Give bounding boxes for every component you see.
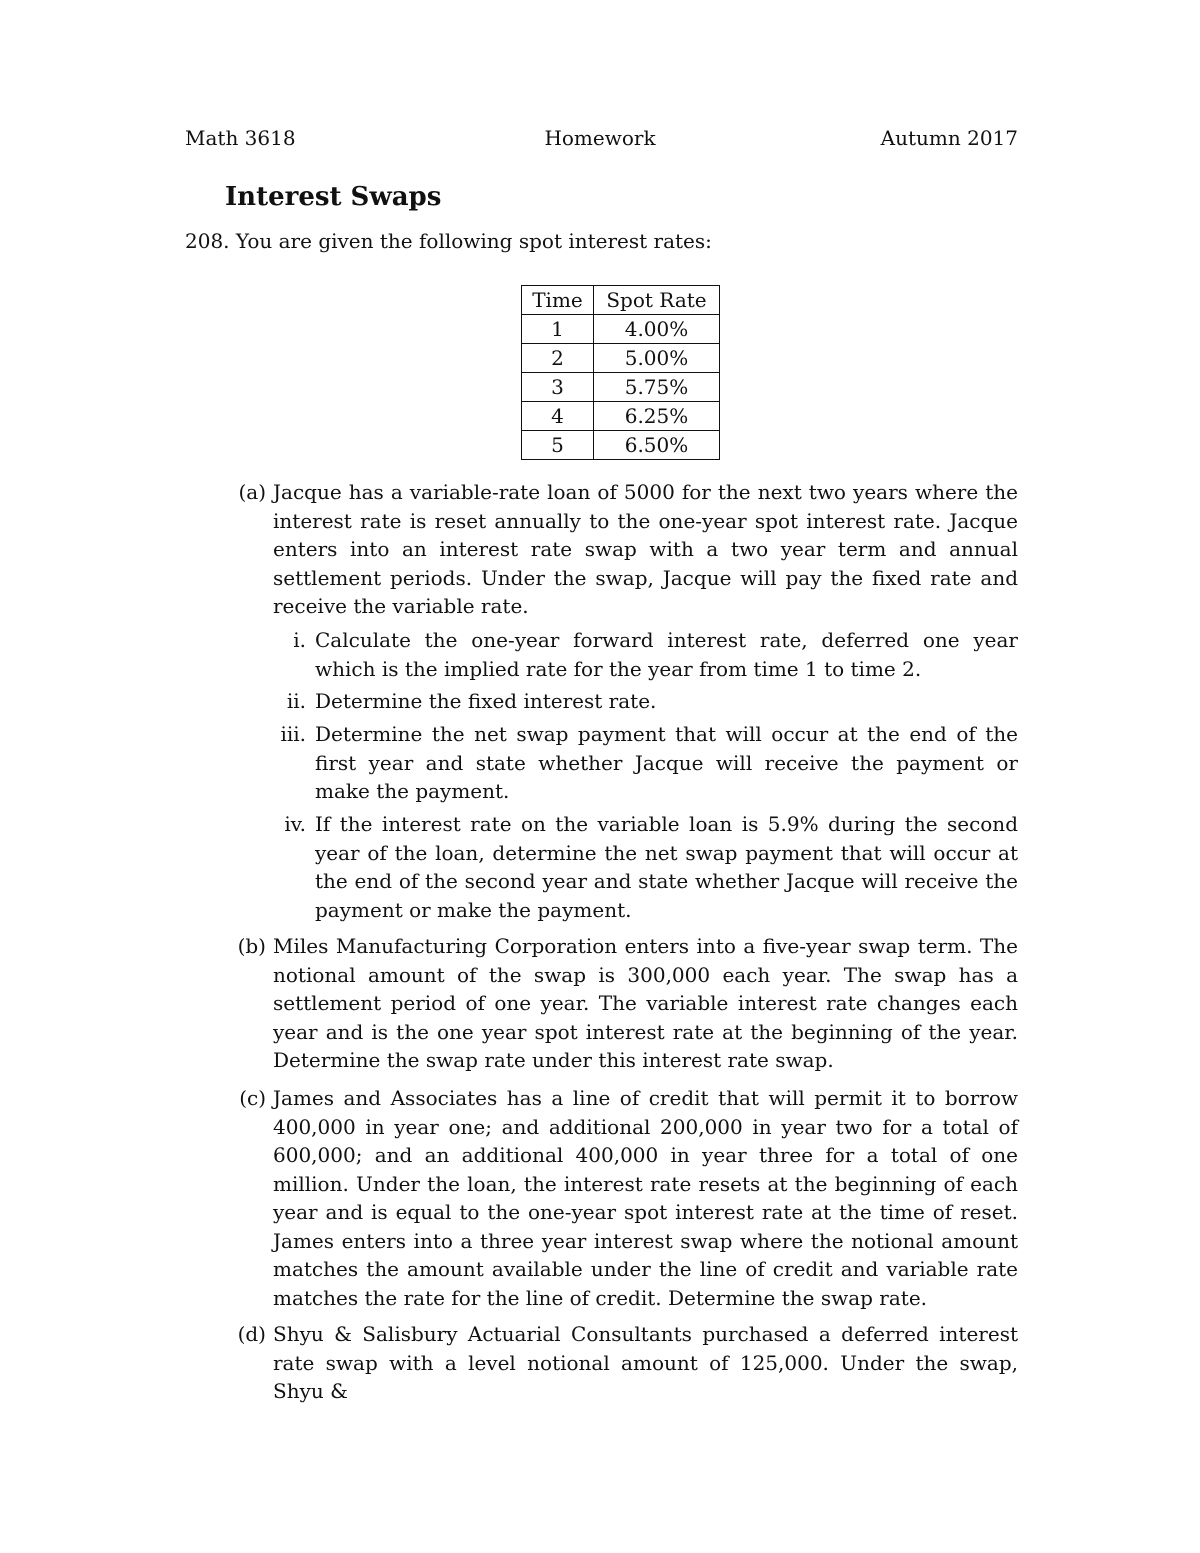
part-c-text: James and Associates has a line of credit that will permit it to borrow 400,000 in year one; and additional 200,000 in year two for a total of 600,000; and an additional 400,000 in year three for a total of one million. Under the loan, the interest rate resets at the beginning of each year and is equal to the one-year spot interest rate at the time of reset. James enters into a three year interest swap where the notional amount matches the amount available under the line of credit and variable rate matches the rate for the line of credit. Determine the swap rate. [273,1086,1018,1310]
table-header-spot-rate: Spot Rate [594,286,720,315]
part-a-ii-text: Determine the fixed interest rate. [315,689,657,713]
part-a-label: (a) [238,480,266,504]
table-row [522,402,720,431]
part-a-iii-label: iii. [280,722,306,746]
header-course: Math 3618 [185,126,296,150]
part-b-label: (b) [237,934,266,958]
table-cell-rate: 6.25% [594,402,720,431]
table-cell-time: 2 [522,344,594,373]
table-cell-rate: 5.00% [594,344,720,373]
table-cell-time: 4 [522,402,594,431]
part-a-i-label: i. [293,628,306,652]
part-a-i-text: Calculate the one-year forward interest rate, deferred one year which is the implied rate for the year from time 1 to time 2. [315,628,1018,681]
table-header-time: Time [522,286,594,315]
part-d-text: Shyu & Salisbury Actuarial Consultants purchased a deferred interest rate swap with a level notional amount of 125,000. Under the swap, Shyu & [273,1322,1018,1403]
table-cell-rate: 6.50% [594,431,720,460]
header-term: Autumn 2017 [880,126,1018,150]
table-row [522,344,720,373]
table-row [522,315,720,344]
header-title: Homework [544,126,656,150]
table-row [522,431,720,460]
problem-intro [185,229,712,253]
problem-intro-text: You are given the following spot interest rates: [235,229,712,253]
table-header-row [522,286,720,315]
table-cell-time: 1 [522,315,594,344]
part-a-iv-text: If the interest rate on the variable loan is 5.9% during the second year of the loan, determine the net swap payment that will occur at the end of the second year and state whether Jacque will receive the payment or make the payment. [315,812,1018,922]
problem-number: 208. [185,229,230,253]
part-c-label: (c) [239,1086,266,1110]
part-d-label: (d) [237,1322,266,1346]
table-cell-rate: 4.00% [594,315,720,344]
table-row [522,373,720,402]
table-cell-time: 5 [522,431,594,460]
part-a-text: Jacque has a variable-rate loan of 5000 for the next two years where the interest rate is reset annually to the one-year spot interest rate. Jacque enters into an interest rate swap with a two year term and annual settlement periods. Under the swap, Jacque will pay the fixed rate and receive the variable rate. [273,480,1018,618]
part-a-ii-label: ii. [286,689,306,713]
part-a-iii-text: Determine the net swap payment that will occur at the end of the first year and state whether Jacque will receive the payment or make the payment. [315,722,1018,803]
table-cell-rate: 5.75% [594,373,720,402]
section-title: Interest Swaps [225,182,442,212]
spot-rate-table [521,285,720,460]
part-a-iv-label: iv. [284,812,306,836]
part-b-text: Miles Manufacturing Corporation enters into a five-year swap term. The notional amount of the swap is 300,000 each year. The swap has a settlement period of one year. The variable interest rate changes each year and is the one year spot interest rate at the beginning of the year. Determine the swap rate under this interest rate swap. [273,934,1018,1072]
table-cell-time: 3 [522,373,594,402]
